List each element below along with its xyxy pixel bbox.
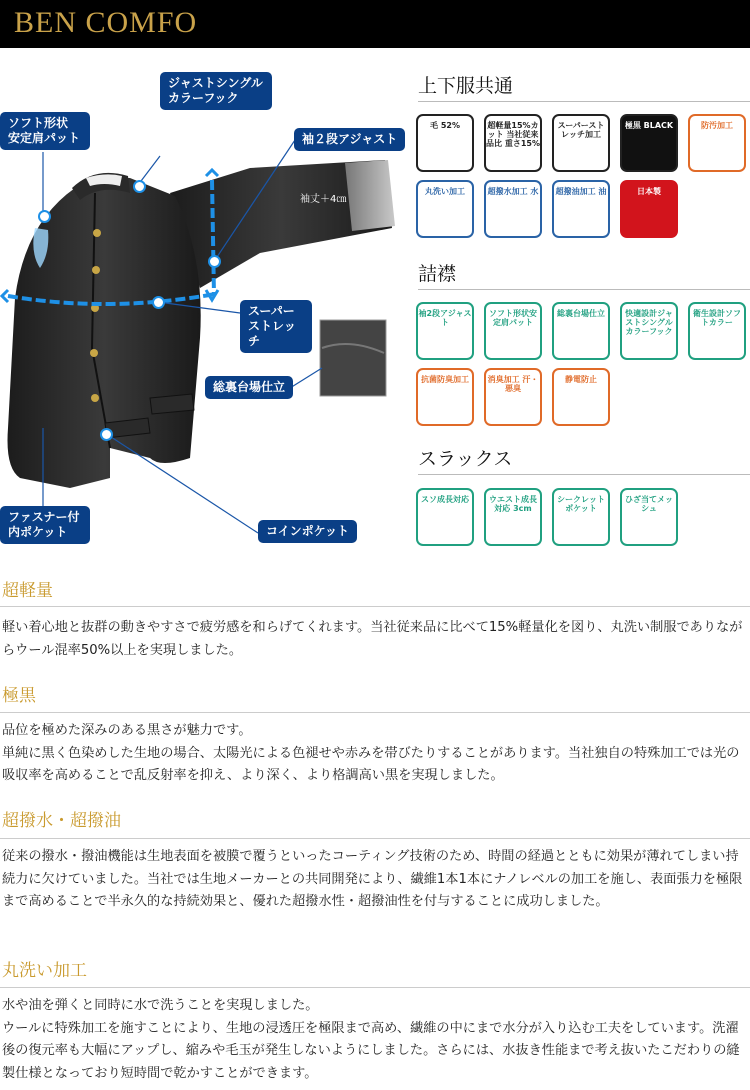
section-body-lightweight: 軽い着心地と抜群の動きやすさで疲労感を和らげてくれます。当社従来品に比べて15%軽量化を図り、丸洗い制服でありながらウール混率50%以上を実現しました。 bbox=[2, 620, 743, 658]
antistatic-icon bbox=[552, 368, 610, 426]
header-bar bbox=[0, 0, 750, 48]
tsumeeri-rule bbox=[418, 289, 750, 290]
tsumeeri-title: 詰襟 bbox=[418, 263, 457, 285]
collar-hook-marker bbox=[133, 180, 146, 193]
deep-black-icon bbox=[620, 114, 678, 172]
section-rule bbox=[0, 712, 750, 713]
coin-pocket-marker bbox=[100, 428, 113, 441]
icon-label: 超軽量15%カット 当社従来品比 重さ15% bbox=[486, 121, 540, 148]
section-title-deep-black: 極黒 bbox=[2, 686, 36, 706]
secret-pocket-icon bbox=[552, 488, 610, 546]
icon-label: 袖2段アジャスト bbox=[418, 309, 472, 327]
icon-label: 極黒 BLACK bbox=[624, 121, 674, 130]
section-rule bbox=[0, 987, 750, 988]
stretch-marker bbox=[152, 296, 165, 309]
deodorant-icon bbox=[484, 368, 542, 426]
made-in-japan-icon bbox=[620, 180, 678, 238]
sleeve-length-label: 袖丈＋4㎝ bbox=[300, 194, 347, 205]
oil-repellent-icon bbox=[552, 180, 610, 238]
icon-label: 超撥水加工 水 bbox=[487, 187, 539, 196]
lightweight-icon bbox=[484, 114, 542, 172]
collar-hook-icon bbox=[620, 302, 678, 360]
icon-label: スーパーストレッチ加工 bbox=[557, 121, 605, 139]
callout-zip-pocket: ファスナー付 内ポケット bbox=[0, 506, 90, 544]
water-repellent-icon bbox=[484, 180, 542, 238]
section-body-deep-black: 品位を極めた深みのある黒さが魅力です。 単純に黒く色染めした生地の場合、太陽光による色褪せや赤みを帯びたりすることがあります。当社独自の特殊加工では光の吸収率を高めることで乱反射率を抑え、より深く、より格調高い黒を実現しました。 bbox=[2, 723, 740, 783]
stain-resistant-icon bbox=[688, 114, 746, 172]
section-rule bbox=[0, 606, 750, 607]
section-title-repellent: 超撥水・超撥油 bbox=[2, 811, 121, 831]
full-lining-icon bbox=[552, 302, 610, 360]
sleeve-adjust-icon bbox=[416, 302, 474, 360]
section-rule bbox=[0, 838, 750, 839]
icon-label: 毛 52% bbox=[430, 121, 460, 130]
brand-logo: BEN COMFO bbox=[14, 6, 198, 39]
icon-label: 衛生設計ソフトカラー bbox=[693, 309, 741, 327]
soft-pad-marker bbox=[38, 210, 51, 223]
icon-label: 丸洗い加工 bbox=[425, 187, 465, 196]
soft-collar-icon bbox=[688, 302, 746, 360]
section-body-repellent: 従来の撥水・撥油機能は生地表面を被膜で覆うといったコーティング技術のため、時間の経過とともに効果が薄れてしまい持続力に欠けていました。当社では生地メーカーとの共同開発により、繊維1本1本にナノレベルの加工を施し、表面張力を極限まで高めることで半永久的な持続効果と、優れた超撥水性・超撥油性を付与することに成功しました。 bbox=[2, 849, 743, 909]
callout-stretch: スーパー ストレッチ bbox=[240, 300, 312, 353]
jacket-figure bbox=[0, 48, 412, 570]
icon-label: スソ成長対応 bbox=[421, 495, 469, 504]
callout-lining: 総裏台場仕立 bbox=[205, 376, 293, 399]
callout-sleeve-adjust: 袖２段アジャスト bbox=[294, 128, 405, 151]
icon-label: ウエスト成長対応 3cm bbox=[489, 495, 537, 513]
icon-label: 日本製 bbox=[637, 187, 661, 196]
slacks-title: スラックス bbox=[418, 448, 513, 470]
antibacterial-icon bbox=[416, 368, 474, 426]
icon-label: シークレットポケット bbox=[557, 495, 605, 513]
icon-label: 消臭加工 汗・悪臭 bbox=[487, 375, 539, 393]
common-rule bbox=[418, 101, 750, 102]
super-stretch-icon bbox=[552, 114, 610, 172]
icon-label: 快適設計ジャストシングルカラーフック bbox=[625, 309, 673, 336]
slacks-rule bbox=[418, 474, 750, 475]
callout-coin-pocket: コインポケット bbox=[258, 520, 357, 543]
knee-mesh-icon bbox=[620, 488, 678, 546]
sleeve-marker bbox=[208, 255, 221, 268]
callout-collar-hook: ジャストシングル カラーフック bbox=[160, 72, 272, 110]
icon-label: ソフト形状安定肩パット bbox=[489, 309, 537, 327]
icon-label: 総裏台場仕立 bbox=[557, 309, 605, 318]
icon-label: 超撥油加工 油 bbox=[555, 187, 607, 196]
icon-label: 防汚加工 bbox=[701, 121, 733, 130]
icon-label: ひざ当てメッシュ bbox=[625, 495, 673, 513]
section-title-lightweight: 超軽量 bbox=[2, 581, 53, 601]
wool-icon bbox=[416, 114, 474, 172]
washable-icon bbox=[416, 180, 474, 238]
section-body-washable: 水や油を弾くと同時に水で洗うことを実現しました。 ウールに特殊加工を施すことにより、生地の浸透圧を極限まで高め、繊維の中にまで水分が入り込む工夫をしています。洗濯後の復元率も大幅にアップし、縮みや毛玉が発生しないようにしました。さらには、水抜き性能まで考え抜いたこだわりの縫製仕様となっており短時間で乾かすことができます。 bbox=[2, 998, 740, 1081]
callout-soft-pad: ソフト形状 安定肩パット bbox=[0, 112, 90, 150]
hem-growth-icon bbox=[416, 488, 474, 546]
soft-shoulder-pad-icon bbox=[484, 302, 542, 360]
section-title-washable: 丸洗い加工 bbox=[2, 961, 87, 981]
common-title: 上下服共通 bbox=[418, 75, 514, 97]
icon-label: 抗菌防臭加工 bbox=[421, 375, 469, 384]
waist-growth-icon bbox=[484, 488, 542, 546]
icon-label: 静電防止 bbox=[565, 375, 597, 384]
